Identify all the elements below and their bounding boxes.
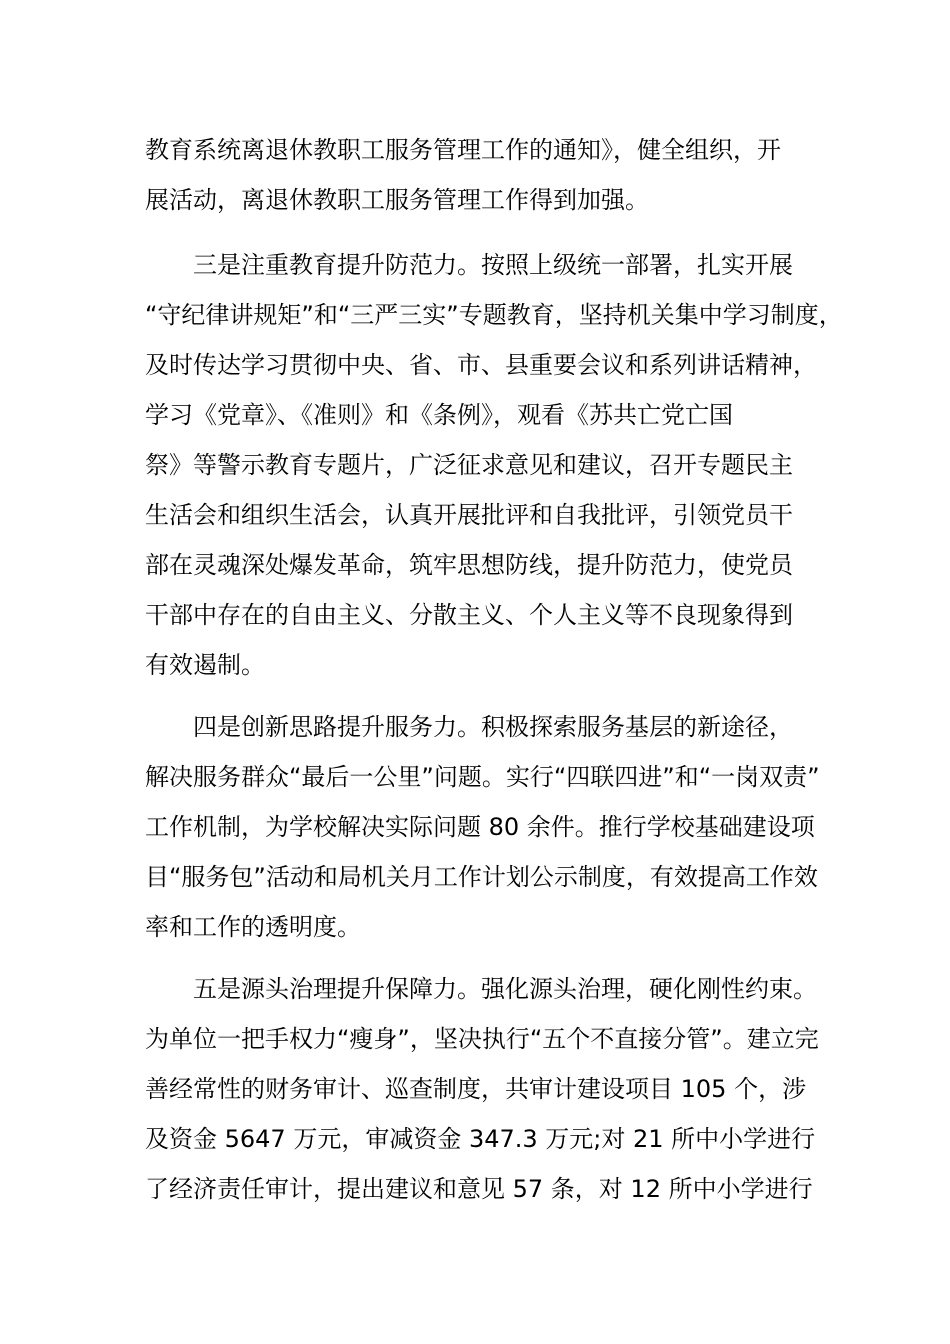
- text-line: 及时传达学习贯彻中央、省、市、县重要会议和系列讲话精神，: [145, 351, 817, 379]
- text-line: 学习《党章》、《准则》和《条例》，观看《苏共亡党亡国: [145, 401, 733, 429]
- text-line: 率和工作的透明度。: [145, 913, 361, 941]
- text-line: 教育系统离退休教职工服务管理工作的通知》，健全组织，开: [145, 136, 781, 164]
- text-line: 四是创新思路提升服务力。积极探索服务基层的新途径，: [193, 713, 793, 741]
- text-line: 及资金 5647 万元，审减资金 347.3 万元;对 21 所中小学进行: [145, 1125, 816, 1153]
- text-line: 展活动，离退休教职工服务管理工作得到加强。: [145, 186, 649, 214]
- paragraph-3: [145, 702, 825, 952]
- text-line: 祭》等警示教育专题片，广泛征求意见和建议，召开专题民主: [145, 451, 793, 479]
- text-line: 善经常性的财务审计、巡查制度，共审计建设项目 105 个，涉: [145, 1075, 807, 1103]
- text-line: 部在灵魂深处爆发革命，筑牢思想防线，提升防范力，使党员: [145, 551, 793, 579]
- text-line: 目“服务包”活动和局机关月工作计划公示制度，有效提高工作效: [145, 863, 818, 891]
- paragraph-2: [145, 240, 843, 690]
- text-line: 五是源头治理提升保障力。强化源头治理，硬化刚性约束。: [193, 975, 817, 1003]
- text-line: 为单位一把手权力“瘦身”，坚决执行“五个不直接分管”。建立完: [145, 1025, 819, 1053]
- text-line: 工作机制，为学校解决实际问题 80 余件。推行学校基础建设项: [145, 813, 815, 841]
- text-line: 解决服务群众“最后一公里”问题。实行“四联四进”和“一岗双责”: [145, 763, 820, 791]
- paragraph-1: [145, 125, 825, 225]
- text-line: 了经济责任审计，提出建议和意见 57 条，对 12 所中小学进行: [145, 1175, 813, 1203]
- text-line: 生活会和组织生活会，认真开展批评和自我批评，引领党员干: [145, 501, 793, 529]
- text-line: 干部中存在的自由主义、分散主义、个人主义等不良现象得到: [145, 601, 793, 629]
- text-line: “守纪律讲规矩”和“三严三实”专题教育，坚持机关集中学习制度，: [145, 301, 843, 329]
- paragraph-4: [145, 964, 825, 1214]
- text-line: 三是注重教育提升防范力。按照上级统一部署，扎实开展: [193, 251, 793, 279]
- text-line: 有效遏制。: [145, 651, 265, 679]
